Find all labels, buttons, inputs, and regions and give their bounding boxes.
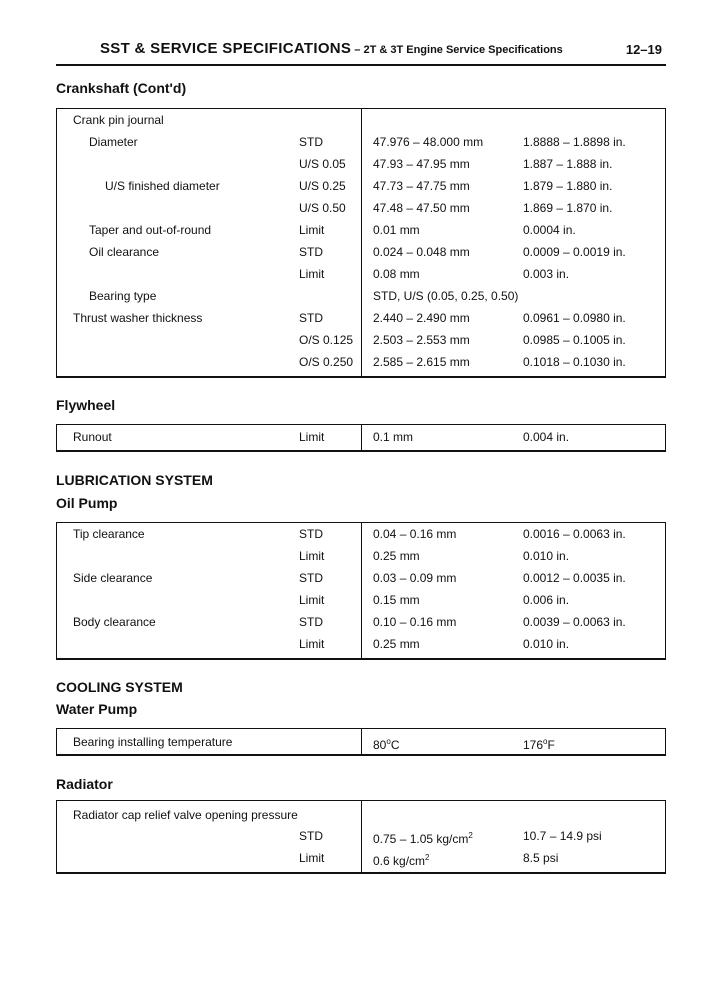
spec-item: Runout [73, 430, 112, 444]
radiator-spec-table [56, 800, 666, 874]
spec-imperial: 1.879 – 1.880 in. [523, 179, 613, 193]
spec-metric: 0.25 mm [373, 549, 420, 563]
spec-condition: Limit [299, 851, 325, 865]
spec-condition: Limit [299, 430, 325, 444]
spec-item: Bearing type [89, 289, 157, 303]
spec-condition: U/S 0.05 [299, 157, 346, 171]
page-number: 12–19 [625, 42, 662, 57]
spec-imperial: 0.003 in. [523, 267, 570, 281]
spec-condition: Limit [299, 549, 325, 563]
spec-item: U/S finished diameter [105, 179, 220, 193]
spec-metric: 0.08 mm [373, 267, 420, 281]
spec-item: Taper and out-of-round [89, 223, 212, 237]
spec-metric: 0.25 mm [373, 637, 420, 651]
spec-metric: 0.01 mm [373, 223, 420, 237]
metric-number: 80 [373, 738, 387, 752]
oil-pump-spec-table [56, 522, 666, 660]
spec-item: Tip clearance [73, 527, 145, 541]
heading-crankshaft: Crankshaft (Cont'd) [56, 80, 187, 96]
spec-imperial: 1.8888 – 1.8898 in. [523, 135, 626, 149]
spec-imperial: 0.0016 – 0.0063 in. [523, 527, 626, 541]
spec-condition: O/S 0.125 [299, 333, 354, 347]
spec-metric: 47.976 – 48.000 mm [373, 135, 484, 149]
spec-metric: 47.73 – 47.75 mm [373, 179, 470, 193]
spec-imperial: 0.1018 – 0.1030 in. [523, 355, 626, 369]
metric-value: 0.6 kg/cm [373, 854, 426, 868]
column-divider [361, 729, 362, 754]
spec-imperial: 0.0004 in. [523, 223, 576, 237]
spec-metric: 0.024 – 0.048 mm [373, 245, 470, 259]
spec-imperial: 0.0985 – 0.1005 in. [523, 333, 626, 347]
spec-condition: U/S 0.25 [299, 179, 346, 193]
spec-imperial: 1.869 – 1.870 in. [523, 201, 613, 215]
spec-condition: Limit [299, 267, 325, 281]
spec-metric: 0.1 mm [373, 430, 414, 444]
exponent: 2 [425, 853, 430, 862]
spec-condition: Limit [299, 593, 325, 607]
spec-condition: STD [299, 135, 323, 149]
spec-imperial: 1.887 – 1.888 in. [523, 157, 613, 171]
spec-item: Oil clearance [89, 245, 160, 259]
metric-unit: C [390, 738, 400, 752]
spec-condition: STD [299, 245, 323, 259]
column-divider [361, 523, 362, 658]
column-divider [361, 801, 362, 872]
metric-value: 0.75 – 1.05 kg/cm [373, 832, 469, 846]
spec-imperial: 10.7 – 14.9 psi [523, 829, 602, 843]
heading-lubrication-system: LUBRICATION SYSTEM [56, 472, 213, 488]
crankshaft-spec-table [56, 108, 666, 378]
spec-item: Bearing installing temperature [73, 735, 233, 749]
exponent: 2 [468, 831, 473, 840]
water-pump-spec-table [56, 728, 666, 756]
spec-imperial: 0.006 in. [523, 593, 570, 607]
spec-imperial: 0.010 in. [523, 549, 570, 563]
heading-cooling-system: COOLING SYSTEM [56, 679, 183, 695]
spec-metric: 2.503 – 2.553 mm [373, 333, 470, 347]
spec-metric: 47.93 – 47.95 mm [373, 157, 470, 171]
spec-imperial: 0.0961 – 0.0980 in. [523, 311, 626, 325]
spec-condition: STD [299, 527, 323, 541]
spec-item: Crank pin journal [73, 113, 164, 127]
spec-metric: 0.10 – 0.16 mm [373, 615, 457, 629]
spec-imperial: 0.0039 – 0.0063 in. [523, 615, 626, 629]
spec-metric: 0.03 – 0.09 mm [373, 571, 457, 585]
degree-mark: o [543, 737, 548, 746]
heading-radiator: Radiator [56, 776, 113, 792]
spec-condition: STD [299, 311, 323, 325]
spec-imperial: 8.5 psi [523, 851, 559, 865]
spec-condition: Limit [299, 637, 325, 651]
spec-item: Thrust washer thickness [73, 311, 203, 325]
imperial-unit: F [547, 738, 555, 752]
spec-item: Side clearance [73, 571, 153, 585]
spec-condition: STD [299, 615, 323, 629]
header-title: SST & SERVICE SPECIFICATIONS [100, 40, 352, 57]
header-subtitle: – 2T & 3T Engine Service Specifications [351, 44, 563, 56]
spec-imperial: 0.0009 – 0.0019 in. [523, 245, 626, 259]
column-divider [361, 425, 362, 450]
column-divider [361, 109, 362, 376]
heading-flywheel: Flywheel [56, 397, 116, 413]
spec-imperial [523, 735, 555, 752]
page-header [56, 40, 666, 66]
spec-metric [373, 851, 429, 868]
spec-item: Diameter [89, 135, 138, 149]
header-title-line [100, 40, 563, 57]
spec-metric: 47.48 – 47.50 mm [373, 201, 470, 215]
spec-metric: 2.440 – 2.490 mm [373, 311, 470, 325]
spec-imperial: 0.004 in. [523, 430, 570, 444]
spec-item: Body clearance [73, 615, 156, 629]
spec-item: Radiator cap relief valve opening pressure [73, 808, 298, 822]
flywheel-spec-table [56, 424, 666, 452]
spec-condition: O/S 0.250 [299, 355, 354, 369]
spec-metric [373, 829, 473, 846]
heading-water-pump: Water Pump [56, 701, 138, 717]
spec-metric: 0.15 mm [373, 593, 420, 607]
spec-condition: Limit [299, 223, 325, 237]
heading-oil-pump: Oil Pump [56, 495, 118, 511]
spec-imperial: 0.010 in. [523, 637, 570, 651]
spec-metric: 2.585 – 2.615 mm [373, 355, 470, 369]
spec-condition: U/S 0.50 [299, 201, 346, 215]
spec-condition: STD [299, 829, 323, 843]
spec-metric: 0.04 – 0.16 mm [373, 527, 457, 541]
spec-metric [373, 735, 399, 752]
imperial-number: 176 [523, 738, 544, 752]
degree-mark: o [386, 737, 391, 746]
spec-condition: STD [299, 571, 323, 585]
spec-metric: STD, U/S (0.05, 0.25, 0.50) [373, 289, 519, 303]
spec-imperial: 0.0012 – 0.0035 in. [523, 571, 626, 585]
